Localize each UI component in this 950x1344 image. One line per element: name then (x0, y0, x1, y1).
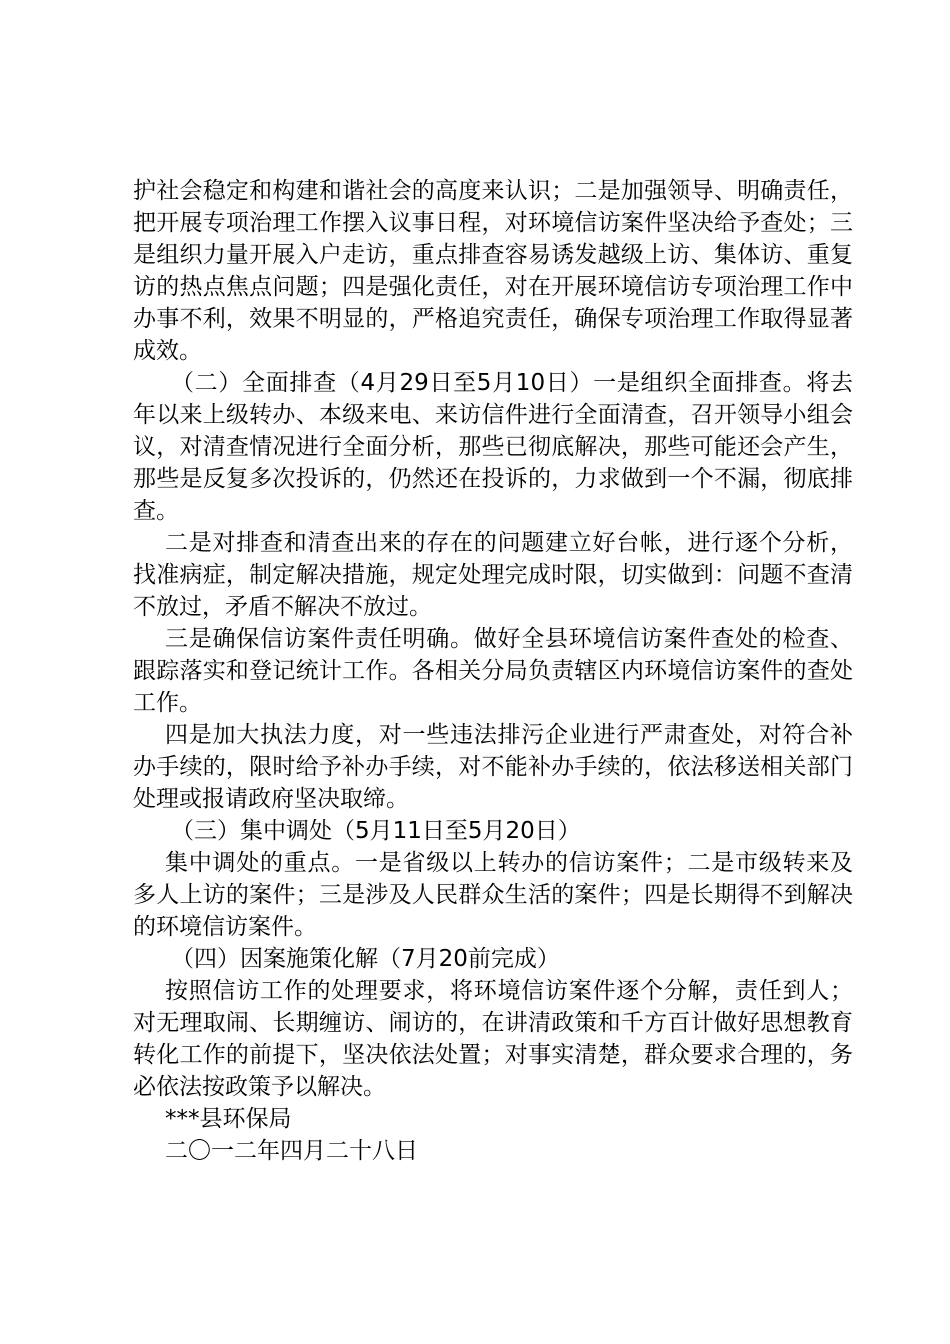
heading-case-resolution: （四）因案施策化解（7月20前完成） (171, 946, 560, 972)
paragraph-ledger: 二是对排查和清查出来的存在的问题建立好台帐，进行逐个分析，找准病症，制定解决措施，规定处理完成时限，切实做到：问题不查清不放过，矛盾不解决不放过。 (133, 530, 853, 620)
paragraph-enforcement: 四是加大执法力度，对一些违法排污企业进行严肃查处，对符合补办手续的，限时给予补办手续，对不能补办手续的，依法移送相关部门处理或报请政府坚决取缔。 (133, 722, 853, 812)
heading-centralized-mediation: （三）集中调处（5月11日至5月20日） (171, 818, 581, 844)
heading-comprehensive-investigation: （二）全面排查（4月29日至5月10日）一是组织全面排查。将去年以来上级转办、本级来电、来访信件进行全面清查，召开领导小组会议，对清查情况进行全面分析，那些已彻底解决，那些可能还会产生，那些是反复多次投诉的，仍然还在投诉的，力求做到一个不漏，彻底排查。 (133, 370, 853, 524)
paragraph-resolution-requirements: 按照信访工作的处理要求，将环境信访案件逐个分解，责任到人；对无理取闹、长期缠访、闹访的，在讲清政策和千方百计做好思想教育转化工作的前提下，坚决依法处置；对事实清楚，群众要求合理的，务必依法按政策予以解决。 (133, 978, 853, 1100)
paragraph-case-responsibility: 三是确保信访案件责任明确。做好全县环境信访案件查处的检查、跟踪落实和登记统计工作。各相关分局负责辖区内环境信访案件的查处工作。 (133, 626, 853, 716)
paragraph-mediation-focus: 集中调处的重点。一是省级以上转办的信访案件；二是市级转来及多人上访的案件；三是涉及人民群众生活的案件；四是长期得不到解决的环境信访案件。 (133, 850, 853, 940)
signature-date: 二〇一二年四月二十八日 (165, 1138, 418, 1164)
paragraph-responsibility: 护社会稳定和构建和谐社会的高度来认识；二是加强领导、明确责任，把开展专项治理工作摆入议事日程，对环境信访案件坚决给予查处；三是组织力量开展入户走访，重点排查容易诱发越级上访、集体访、重复访的热点焦点问题；四是强化责任，对在开展环境信访专项治理工作中办事不利，效果不明显的，严格追究责任，确保专项治理工作取得显著成效。 (133, 178, 853, 364)
document-body (133, 175, 853, 1167)
signature-organization: ***县环保局 (165, 1106, 292, 1132)
